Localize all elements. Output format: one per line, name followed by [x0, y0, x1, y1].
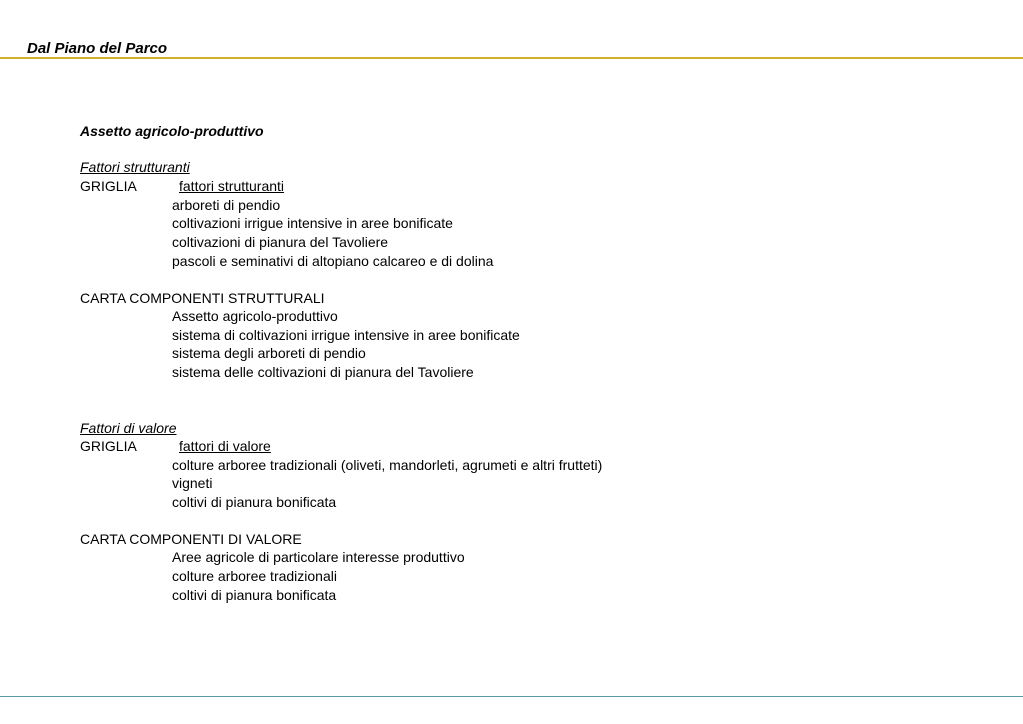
- structural-grid-label: GRIGLIA: [80, 178, 137, 194]
- section-title: Assetto agricolo-produttivo: [80, 123, 264, 139]
- value-grid-item: colture arboree tradizionali (oliveti, mandorleti, agrumeti e altri frutteti): [172, 457, 603, 473]
- value-map-item: Aree agricole di particolare interesse produttivo: [172, 549, 465, 565]
- structural-map-item: sistema delle coltivazioni di pianura del Tavoliere: [172, 364, 474, 380]
- structural-map-item: Assetto agricolo-produttivo: [172, 308, 338, 324]
- value-map-item: coltivi di pianura bonificata: [172, 587, 337, 603]
- header-divider: [0, 57, 1023, 59]
- structural-factors-heading: Fattori strutturanti: [80, 159, 190, 175]
- structural-map-item: sistema di coltivazioni irrigue intensive in aree bonificate: [172, 327, 520, 343]
- value-grid-item: vigneti: [172, 475, 213, 491]
- structural-grid-item: coltivazioni irrigue intensive in aree bonificate: [172, 215, 453, 231]
- value-grid-label: GRIGLIA: [80, 438, 137, 454]
- value-grid-item: coltivi di pianura bonificata: [172, 494, 337, 510]
- footer-divider: [0, 696, 1023, 697]
- structural-grid-item: pascoli e seminativi di altopiano calcareo e di dolina: [172, 253, 494, 269]
- structural-grid-item: arboreti di pendio: [172, 197, 281, 213]
- value-map-label: CARTA COMPONENTI DI VALORE: [80, 531, 302, 547]
- page-title: Dal Piano del Parco: [27, 40, 168, 57]
- value-map-item: colture arboree tradizionali: [172, 568, 337, 584]
- structural-map-item: sistema degli arboreti di pendio: [172, 345, 366, 361]
- value-factors-heading: Fattori di valore: [80, 420, 177, 436]
- structural-grid-title: fattori strutturanti: [179, 178, 285, 194]
- structural-grid-item: coltivazioni di pianura del Tavoliere: [172, 234, 389, 250]
- structural-map-label: CARTA COMPONENTI STRUTTURALI: [80, 290, 325, 306]
- value-grid-title: fattori di valore: [179, 438, 271, 454]
